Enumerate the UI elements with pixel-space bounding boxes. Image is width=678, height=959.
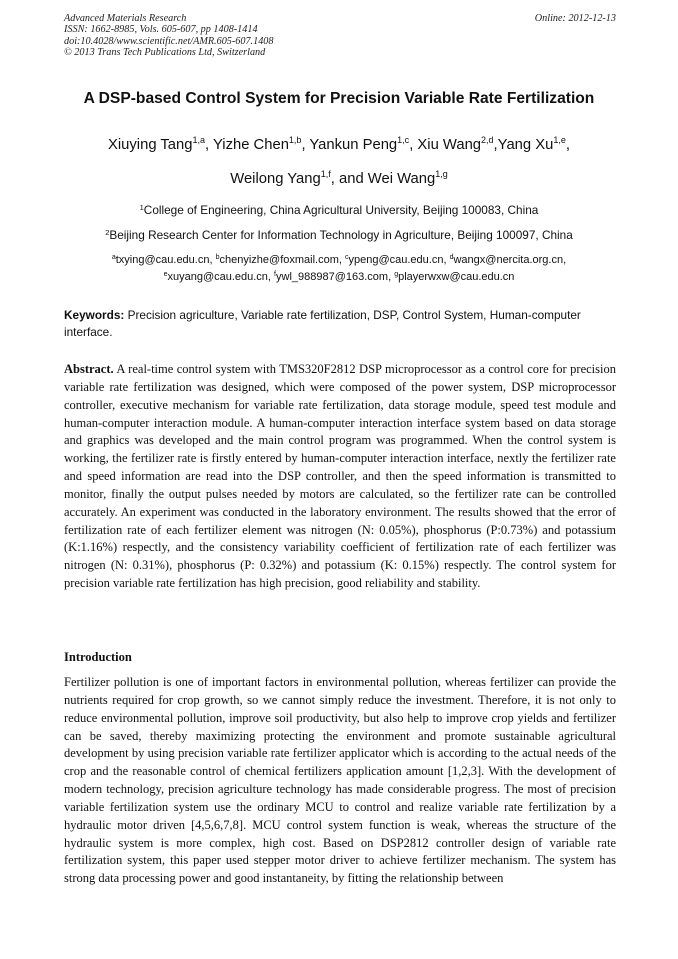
- author: Yang Xu$^{1,e}$,: [497, 135, 570, 153]
- email: $^e$xuyang@cau.edu.cn,: [163, 270, 275, 283]
- author: Xiu Wang$^{2,d}$,: [417, 135, 498, 153]
- journal-header: [64, 13, 616, 59]
- keywords-section: [64, 307, 616, 340]
- email: $^f$ywl_988987@163.com,: [274, 270, 395, 283]
- email: $^g$playerwxw@cau.edu.cn: [394, 270, 515, 283]
- keywords-label: Keywords:: [64, 308, 125, 322]
- affiliation: $^2$Beijing Research Center for Information Technology in Agriculture, Beijing 100097, China: [105, 228, 573, 242]
- email: $^d$wangx@nercita.org.cn,: [449, 254, 567, 266]
- copyright-line: © 2013 Trans Tech Publications Ltd, Switzerland: [64, 47, 266, 59]
- doi-line: doi:10.4028/www.scientific.net/AMR.605-607.1408: [64, 35, 274, 47]
- author-list: [40, 128, 638, 196]
- author: Wei Wang$^{1,g}$: [367, 169, 448, 187]
- author: Weilong Yang$^{1,f}$, and: [230, 169, 368, 187]
- email: $^b$chenyizhe@foxmail.com,: [215, 254, 345, 266]
- author: Yizhe Chen$^{1,b}$,: [212, 135, 310, 153]
- introduction-paragraph: Fertilizer pollution is one of important factors in environmental pollution, whereas fertilizer can provide the nutrients required for crop growth, so we cannot simply reduce the investment. Therefore, it is not only to reduce environmental pollution, improve soil productivity, but also help to improve crop yields and fertilizer can be saved, thereby maximizing protecting the environment and promote sustainable agricultural development by using precision variable rate fertilizer applicator which is according to the actual needs of the crop and the reasonable control of chemical fertilizers application amount [1,2,3]. With the development of modern technology, precision agriculture technology has made considerable progress. The most of precision variable fertilization system use the ordinary MCU to control and realize variable rate fertilization by a hydraulic motor driven [4,5,6,7,8]. MCU control system function is weak, whereas the structure of the hydraulic system is more complex, high cost. Based on DSP2812 controller design of variable rate fertilization system, this paper used stepper motor driver to achieve fertilizer mechanism. The system has strong data processing power and good instantaneity, by fitting the relationship between: [64, 675, 616, 886]
- journal-name: Advanced Materials Research: [64, 13, 187, 24]
- online-date: Online: 2012-12-13: [534, 13, 616, 24]
- email: $^c$ypeng@cau.edu.cn,: [345, 254, 450, 266]
- abstract-section: [64, 361, 616, 593]
- keywords-text: Precision agriculture, Variable rate fertilization, DSP, Control System, Human-computer interface.: [64, 308, 581, 339]
- author: Yankun Peng$^{1,c}$,: [309, 135, 418, 153]
- email: $^a$txying@cau.edu.cn,: [111, 254, 216, 266]
- affiliation: $^1$College of Engineering, China Agricultural University, Beijing 100083, China: [139, 203, 539, 217]
- paper-title: A DSP-based Control System for Precision Variable Rate Fertilization: [83, 90, 595, 107]
- abstract-text: A real-time control system with TMS320F2812 DSP microprocessor as a control core for precision variable rate fertilization was designed, which were composed of the power system, DSP microprocessor controller, executive mechanism for variable rate fertilization, data storage module, speed test module and human-computer interaction module. A human-computer interaction interface system based on data storage and graphics was developed and the main control program was programmed. When the control system is working, the fertilizer rate is firstly entered by human-computer interaction interface, nextly the fertilizer rate and speed information are read into the DSP controller, and then the speed information is transmitted to monitor, finally the output pulses needed by motors are calculated, so the fertilizer rate can be controlled accurately. An experiment was conducted in the laboratory environment. The results showed that the error of fertilization rate of each fertilizer element was nitrogen (N: 0.05%), phosphorus (P:0.73%) and potassium (K:1.16%) respectly, and the consistency variability coefficient of fertilization rate of each fertilizer was nitrogen (N: 0.31%), phosphorus (P: 0.32%) and potassium (K: 0.15%) respectly. The control system for precision variable rate fertilization has high precision, good reliability and stability.: [64, 362, 616, 591]
- author: Xiuying Tang$^{1,a}$,: [108, 135, 213, 153]
- email-list: [30, 252, 648, 285]
- section-heading: Introduction: [64, 650, 132, 664]
- issn-line: ISSN: 1662-8985, Vols. 605-607, pp 1408-1414: [64, 24, 258, 36]
- abstract-label: Abstract.: [64, 362, 114, 376]
